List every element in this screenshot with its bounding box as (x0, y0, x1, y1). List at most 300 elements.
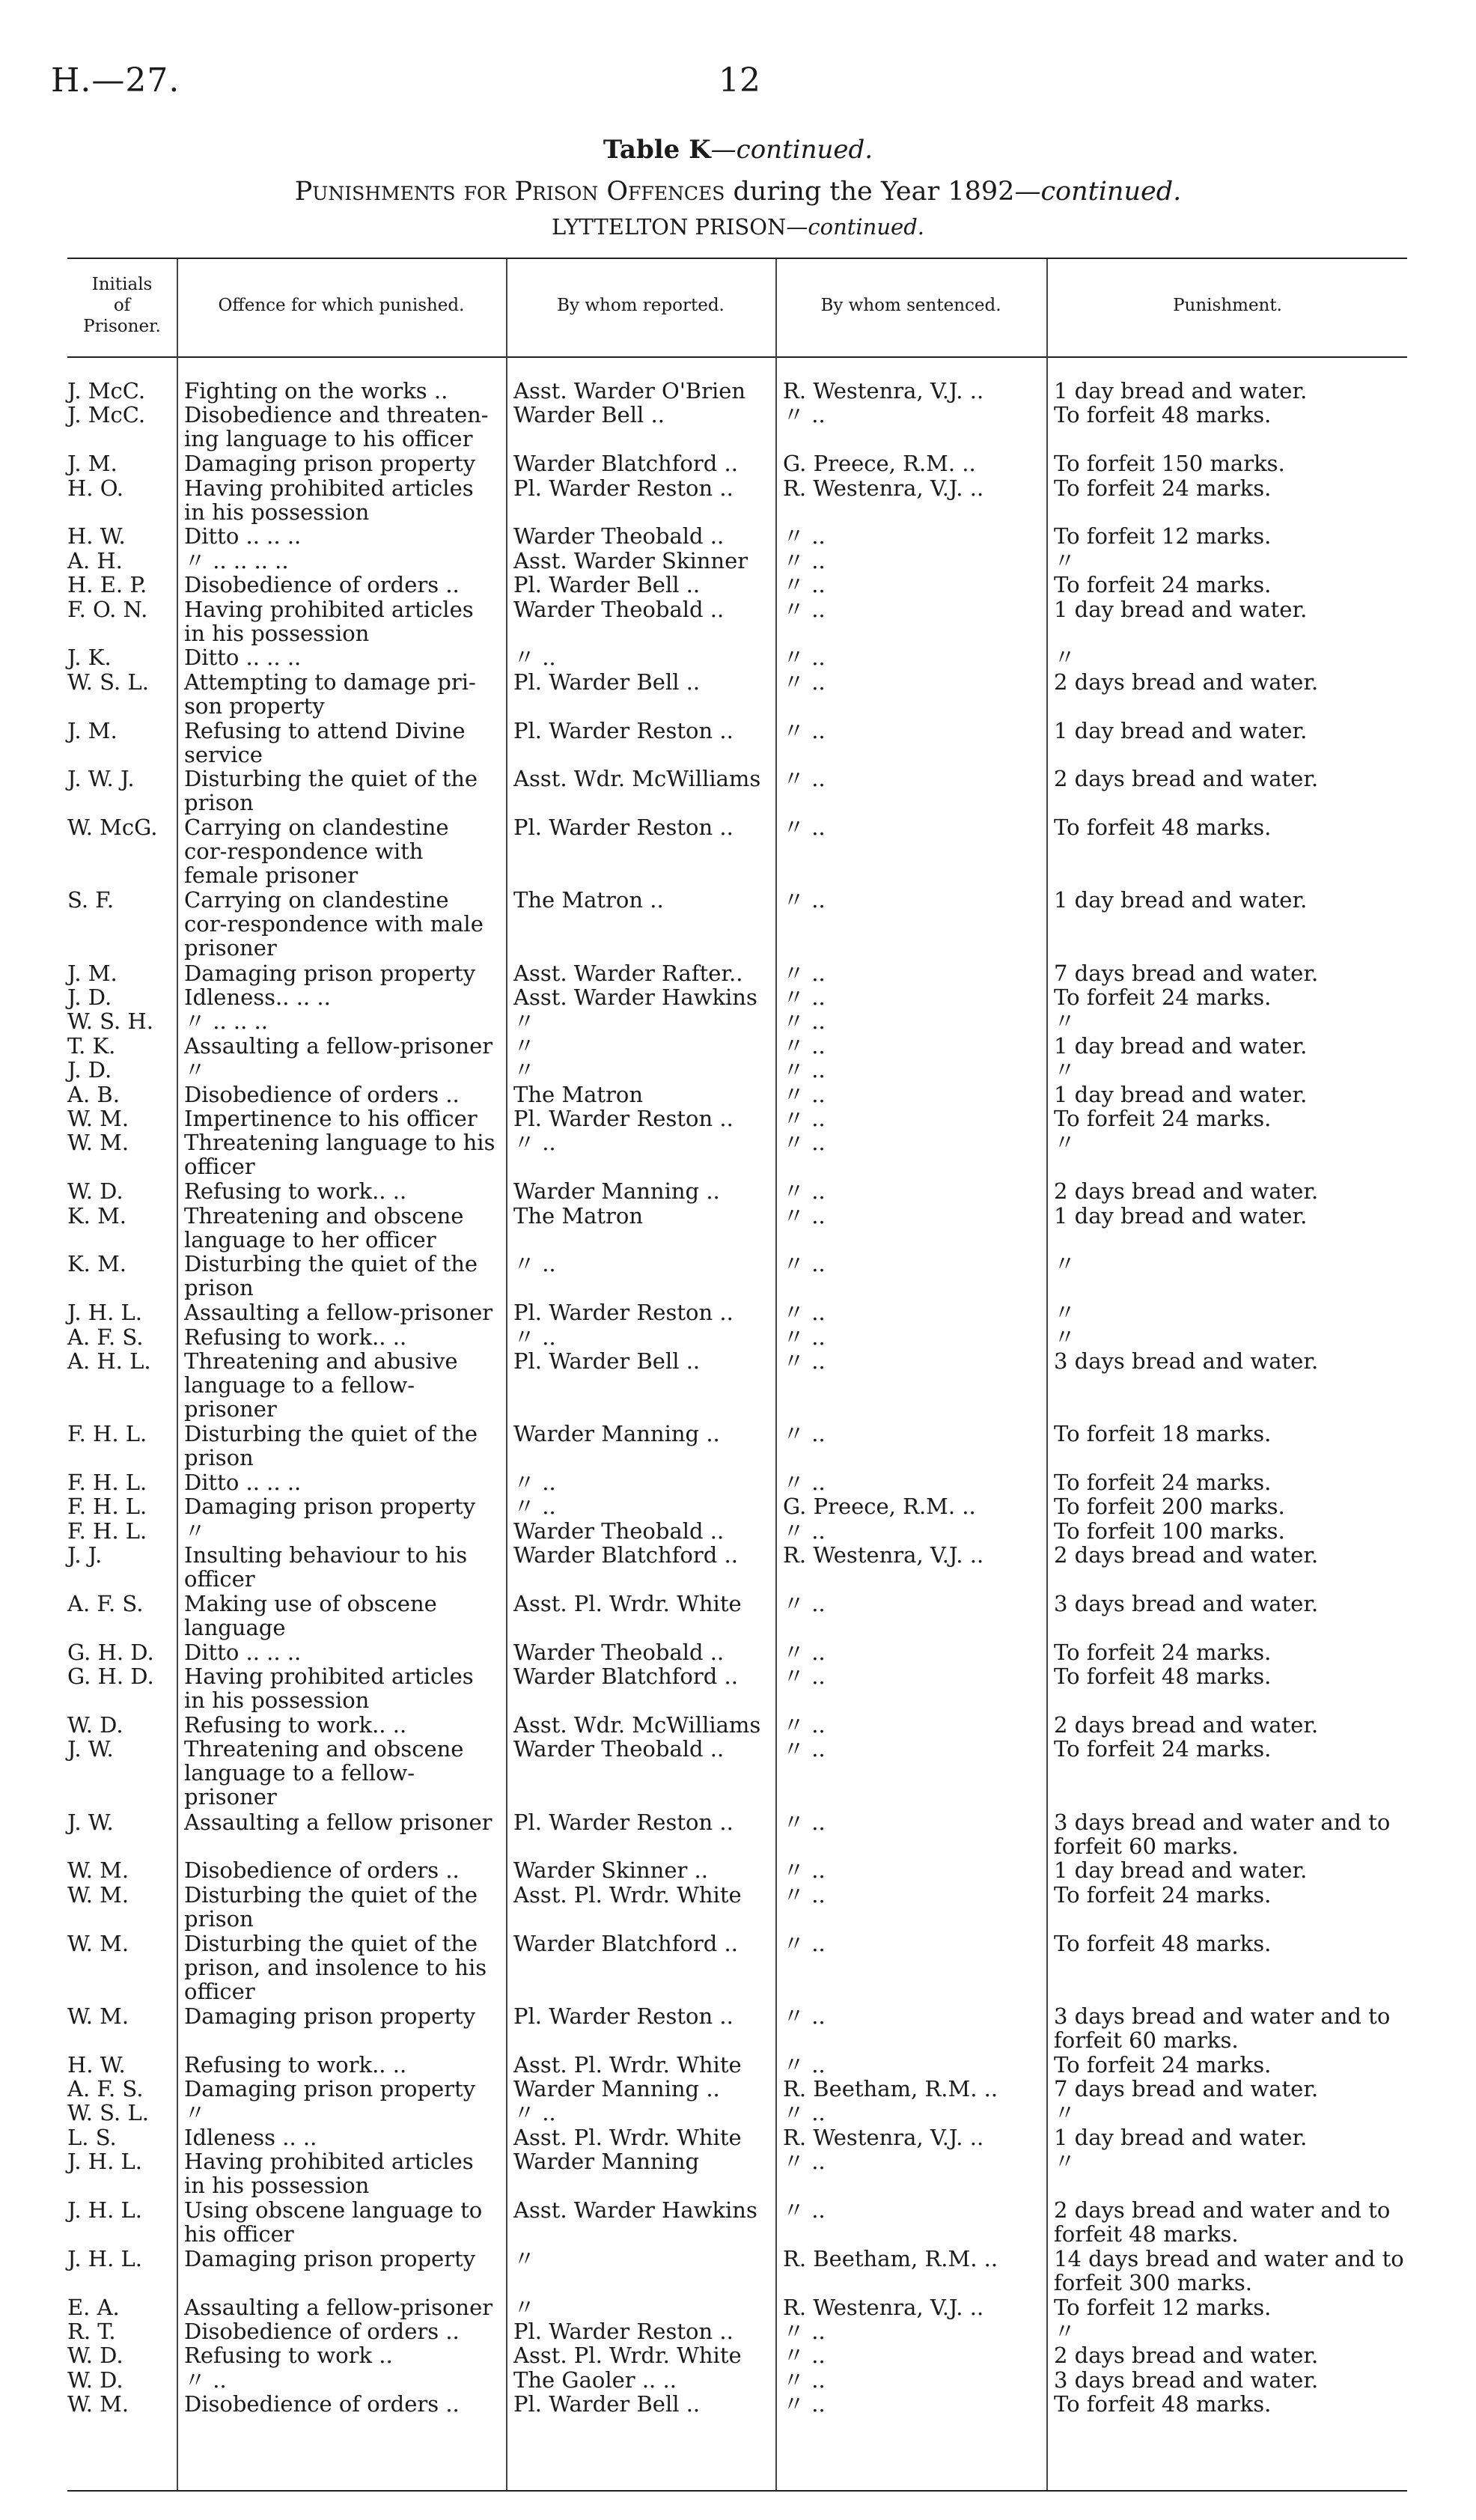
reported-by-cell: The Matron (513, 1081, 644, 1107)
offence-cell: Having prohibited articles in his possession (184, 475, 474, 525)
punishment-cell: To forfeit 18 marks. (1054, 1421, 1272, 1447)
subtitle-middle: during the Year 1892 (725, 177, 1015, 207)
punishment-cell: To forfeit 24 marks. (1054, 1881, 1272, 1908)
header-offence: Offence for which punished. (218, 296, 465, 315)
prisoner-initials: J. W. (67, 1809, 114, 1835)
offence-cell: Making use of obscene language (184, 1591, 437, 1640)
prisoner-initials: E. A. (67, 2294, 120, 2320)
prison-name: LYTTELTON PRISON (552, 214, 787, 240)
punishment-cell: To forfeit 24 marks. (1054, 1106, 1272, 1131)
subtitle-prefix: Punishments for Prison Offences (294, 177, 725, 207)
offence-cell: 〃 .. .. .. .. (184, 547, 289, 573)
punishment-cell: To forfeit 48 marks. (1054, 1664, 1272, 1690)
punishment-cell: 7 days bread and water. (1054, 2076, 1319, 2101)
header-bottom-rule (67, 356, 1407, 358)
sentenced-by-cell: 〃 .. (783, 1324, 826, 1350)
reported-by-cell: 〃 (513, 1008, 536, 1035)
sentenced-by-cell: 〃 .. (783, 2149, 826, 2175)
reported-by-cell: 〃 .. (513, 1251, 556, 1277)
prisoner-initials: W. D. (67, 2343, 123, 2369)
sentenced-by-cell: 〃 .. (783, 547, 826, 573)
offence-cell: Disturbing the quiet of the prison, and insolence to his officer (184, 1930, 487, 2004)
offence-cell: 〃 .. .. .. (184, 1008, 268, 1035)
punishment-cell: 1 day bread and water. (1054, 1857, 1308, 1884)
reported-by-cell: Pl. Warder Reston .. (513, 717, 734, 743)
offence-cell: Carrying on clandestine cor-respondence with female prisoner (184, 815, 449, 889)
reported-by-cell: Warder Manning (513, 2149, 700, 2175)
prisoner-initials: W. S. H. (67, 1008, 153, 1035)
offence-cell: Ditto .. .. .. (184, 523, 302, 550)
punishment-cell: 1 day bread and water. (1054, 887, 1308, 913)
offence-cell: Disobedience and threaten-ing language to his officer (184, 402, 489, 452)
table-title (0, 135, 1476, 165)
sentenced-by-cell: 〃 .. (783, 645, 826, 671)
offence-cell: Refusing to work.. .. (184, 1324, 407, 1350)
prisoner-initials: H. E. P. (67, 572, 147, 598)
prisoner-initials: W. M. (67, 1857, 129, 1884)
sentenced-by-cell: 〃 .. (783, 523, 826, 550)
offence-cell: Assaulting a fellow-prisoner (184, 2294, 493, 2320)
prisoner-initials: W. M. (67, 1106, 129, 1131)
sentenced-by-cell: 〃 .. (783, 2197, 826, 2223)
reported-by-cell: Warder Blatchford .. (513, 1930, 738, 1956)
reported-by-cell: Asst. Warder Hawkins (513, 984, 757, 1010)
sentenced-by-cell: 〃 .. (783, 2343, 826, 2369)
prisoner-initials: H. O. (67, 475, 124, 501)
sentenced-by-cell: 〃 .. (783, 1591, 826, 1616)
subtitle-suffix: —continued. (1014, 177, 1182, 207)
prisoner-initials: G. H. D. (67, 1664, 154, 1690)
punishment-cell: To forfeit 24 marks. (1054, 1736, 1272, 1762)
sentenced-by-cell: 〃 .. (783, 1664, 826, 1690)
sentenced-by-cell: 〃 .. (783, 1300, 826, 1326)
prisoner-initials: R. T. (67, 2319, 116, 2344)
prison-heading (0, 214, 1476, 240)
reported-by-cell: Warder Theobald .. (513, 1518, 725, 1544)
punishment-cell: To forfeit 150 marks. (1054, 451, 1285, 477)
prisoner-initials: T. K. (67, 1032, 116, 1059)
punishment-cell: 1 day bread and water. (1054, 596, 1308, 622)
reported-by-cell: Asst. Wdr. McWilliams (513, 1712, 761, 1738)
punishment-cell: 〃 (1054, 1130, 1076, 1156)
prisoner-initials: A. F. S. (67, 1324, 144, 1350)
offence-cell: Using obscene language to his officer (184, 2197, 483, 2247)
sentenced-by-cell: 〃 .. (783, 1809, 826, 1835)
sentenced-by-cell: 〃 .. (783, 402, 826, 428)
prisoner-initials: W. D. (67, 1712, 123, 1738)
prisoner-initials: W. S. L. (67, 669, 149, 695)
sentenced-by-cell: 〃 .. (783, 1881, 826, 1908)
punishment-cell: 〃 (1054, 1324, 1076, 1350)
column-divider (1046, 259, 1048, 2490)
reported-by-cell: Asst. Pl. Wrdr. White (513, 2124, 742, 2150)
reported-by-cell: Pl. Warder Reston .. (513, 475, 734, 501)
sentenced-by-cell: 〃 .. (783, 717, 826, 743)
punishment-cell: To forfeit 48 marks. (1054, 1930, 1272, 1956)
sentenced-by-cell: 〃 .. (783, 1057, 826, 1083)
prisoner-initials: W. M. (67, 1930, 129, 1956)
reported-by-cell: 〃 .. (513, 2100, 556, 2126)
prisoner-initials: W. M. (67, 1881, 129, 1908)
sentenced-by-cell: 〃 .. (783, 1712, 826, 1738)
prisoner-initials: J. J. (67, 1542, 103, 1568)
punishment-cell: 3 days bread and water. (1054, 2367, 1319, 2393)
prisoner-initials: J. M. (67, 717, 118, 743)
reported-by-cell: Asst. Pl. Wrdr. White (513, 2051, 742, 2078)
prison-suffix: —continued. (786, 214, 924, 240)
reported-by-cell: Warder Theobald .. (513, 596, 725, 622)
punishment-cell: To forfeit 12 marks. (1054, 523, 1272, 550)
sentenced-by-cell: 〃 .. (783, 572, 826, 598)
reported-by-cell: 〃 (513, 1057, 536, 1083)
prisoner-initials: A. B. (67, 1081, 120, 1107)
sentenced-by-cell: 〃 .. (783, 960, 826, 986)
sentenced-by-cell: 〃 .. (783, 1130, 826, 1156)
sentenced-by-cell: R. Beetham, R.M. .. (783, 2076, 998, 2101)
header-initials (69, 274, 175, 337)
sentenced-by-cell: G. Preece, R.M. .. (783, 1494, 976, 1520)
reported-by-cell: Pl. Warder Bell .. (513, 2391, 701, 2417)
prisoner-initials: J. McC. (67, 402, 146, 428)
prisoner-initials: A. F. S. (67, 2076, 144, 2101)
offence-cell: Damaging prison property (184, 2003, 476, 2029)
reported-by-cell: Asst. Wdr. McWilliams (513, 766, 761, 792)
prisoner-initials: J. McC. (67, 378, 146, 404)
sentenced-by-cell: 〃 .. (783, 1470, 826, 1495)
punishment-cell: To forfeit 24 marks. (1054, 1639, 1272, 1665)
offence-cell: Disturbing the quiet of the prison (184, 1881, 478, 1932)
sentenced-by-cell: R. Westenra, V.J. .. (783, 2294, 984, 2320)
punishment-cell: 7 days bread and water. (1054, 960, 1319, 986)
offence-cell: 〃 .. (184, 2367, 227, 2393)
table-title-main: Table K (603, 135, 711, 165)
sentenced-by-cell: 〃 .. (783, 1008, 826, 1035)
reported-by-cell: Warder Skinner .. (513, 1857, 708, 1884)
punishment-cell: 3 days bread and water. (1054, 1348, 1319, 1374)
prisoner-initials: J. M. (67, 451, 118, 477)
prisoner-initials: J. M. (67, 960, 118, 986)
offence-cell: Assaulting a fellow prisoner (184, 1809, 492, 1835)
offence-cell: Having prohibited articles in his possession (184, 2149, 474, 2199)
offence-cell: Idleness.. .. .. (184, 984, 331, 1010)
punishment-cell: 2 days bread and water. (1054, 766, 1319, 792)
column-divider (177, 259, 178, 2490)
punishment-cell: 1 day bread and water. (1054, 1202, 1308, 1229)
reported-by-cell: Asst. Pl. Wrdr. White (513, 1591, 742, 1616)
prisoner-initials: S. F. (67, 887, 115, 913)
reported-by-cell: The Matron .. (513, 887, 664, 913)
reported-by-cell: Warder Blatchford .. (513, 1542, 738, 1568)
punishment-cell: 1 day bread and water. (1054, 2124, 1308, 2150)
punishment-cell: To forfeit 48 marks. (1054, 815, 1272, 841)
offence-cell: Damaging prison property (184, 2245, 476, 2271)
reported-by-cell: 〃 .. (513, 1470, 556, 1495)
offence-cell: Ditto .. .. .. (184, 1639, 302, 1665)
prisoner-initials: K. M. (67, 1251, 127, 1277)
sentenced-by-cell: R. Westenra, V.J. .. (783, 2124, 984, 2150)
reported-by-cell: Warder Theobald .. (513, 1639, 725, 1665)
prisoner-initials: J. H. L. (67, 2149, 143, 2175)
column-divider (506, 259, 507, 2490)
sentenced-by-cell: 〃 .. (783, 1202, 826, 1229)
sentenced-by-cell: 〃 .. (783, 1857, 826, 1884)
prisoner-initials: H. W. (67, 2051, 126, 2078)
reported-by-cell: 〃 .. (513, 1130, 556, 1156)
offence-cell: Having prohibited articles in his possession (184, 1664, 474, 1714)
sentenced-by-cell: R. Westenra, V.J. .. (783, 378, 984, 404)
punishment-cell: To forfeit 24 marks. (1054, 475, 1272, 501)
reported-by-cell: 〃 (513, 1032, 536, 1059)
sentenced-by-cell: 〃 .. (783, 1081, 826, 1107)
prisoner-initials: L. S. (67, 2124, 117, 2150)
sentenced-by-cell: 〃 .. (783, 1421, 826, 1447)
punishment-cell: 14 days bread and water and to forfeit 300 marks. (1054, 2245, 1404, 2295)
prisoner-initials: A. F. S. (67, 1591, 144, 1616)
reported-by-cell: Asst. Warder Skinner (513, 547, 748, 573)
offence-cell: Disobedience of orders .. (184, 572, 460, 598)
reported-by-cell: Warder Blatchford .. (513, 1664, 738, 1690)
offence-cell: Idleness .. .. (184, 2124, 317, 2150)
punishment-cell: 〃 (1054, 1300, 1076, 1326)
offence-cell: Disturbing the quiet of the prison (184, 766, 478, 816)
offence-cell: Refusing to work.. .. (184, 1178, 407, 1205)
sentenced-by-cell: 〃 .. (783, 1178, 826, 1205)
header-initials-line: Initials (91, 275, 153, 294)
punishment-cell: 1 day bread and water. (1054, 378, 1308, 404)
sentenced-by-cell: 〃 .. (783, 984, 826, 1010)
offence-cell: Impertinence to his officer (184, 1106, 478, 1131)
offence-cell: Threatening and obscene language to her officer (184, 1202, 464, 1253)
offence-cell: Disobedience of orders .. (184, 2391, 460, 2417)
offence-cell: Disturbing the quiet of the prison (184, 1251, 478, 1301)
reported-by-cell: 〃 .. (513, 645, 556, 671)
reported-by-cell: 〃 (513, 2294, 536, 2320)
prisoner-initials: W. S. L. (67, 2100, 149, 2126)
prisoner-initials: J. H. L. (67, 1300, 143, 1326)
prisoner-initials: W. McG. (67, 815, 158, 841)
punishment-cell: 3 days bread and water and to forfeit 60 marks. (1054, 1809, 1391, 1859)
punishment-cell: To forfeit 48 marks. (1054, 402, 1272, 428)
sentenced-by-cell: 〃 .. (783, 887, 826, 913)
table-title-sub: —continued. (710, 135, 873, 165)
table-bottom-rule (67, 2490, 1407, 2492)
offence-cell: Threatening and obscene language to a fellow-prisoner (184, 1736, 464, 1810)
prisoner-initials: F. H. L. (67, 1518, 147, 1544)
reported-by-cell: Asst. Pl. Wrdr. White (513, 2343, 742, 2369)
punishment-cell: 3 days bread and water and to forfeit 60 marks. (1054, 2003, 1391, 2053)
prisoner-initials: J. H. L. (67, 2245, 143, 2271)
prisoner-initials: J. D. (67, 1057, 112, 1083)
reported-by-cell: Pl. Warder Reston .. (513, 1106, 734, 1131)
offence-cell: Fighting on the works .. (184, 378, 448, 404)
reported-by-cell: Pl. Warder Reston .. (513, 2003, 734, 2029)
punishment-cell: 〃 (1054, 547, 1076, 573)
sentenced-by-cell: R. Westenra, V.J. .. (783, 1542, 984, 1568)
header-initials-line: of (113, 296, 131, 315)
sentenced-by-cell: 〃 .. (783, 2367, 826, 2393)
offence-cell: Refusing to attend Divine service (184, 717, 466, 767)
punishment-cell: 2 days bread and water. (1054, 669, 1319, 695)
punishment-cell: 〃 (1054, 1057, 1076, 1083)
prisoner-initials: F. H. L. (67, 1494, 147, 1520)
offence-cell: 〃 (184, 1518, 207, 1544)
reported-by-cell: Pl. Warder Bell .. (513, 669, 701, 695)
offence-cell: Refusing to work.. .. (184, 1712, 407, 1738)
header-sentenced: By whom sentenced. (820, 296, 1001, 315)
prisoner-initials: W. D. (67, 2367, 123, 2393)
offence-cell: Refusing to work.. .. (184, 2051, 407, 2078)
prisoner-initials: W. D. (67, 1178, 123, 1205)
header-punishment: Punishment. (1173, 296, 1282, 315)
reported-by-cell: Warder Theobald .. (513, 523, 725, 550)
reported-by-cell: Asst. Warder Rafter.. (513, 960, 743, 986)
sentenced-by-cell: 〃 .. (783, 2319, 826, 2344)
sentenced-by-cell: 〃 .. (783, 2003, 826, 2029)
offence-cell: Assaulting a fellow-prisoner (184, 1032, 493, 1059)
offence-cell: Carrying on clandestine cor-respondence with male prisoner (184, 887, 484, 961)
prisoner-initials: G. H. D. (67, 1639, 154, 1665)
prisoner-initials: A. H. L. (67, 1348, 151, 1374)
prisoner-initials: H. W. (67, 523, 126, 550)
prisoner-initials: F. H. L. (67, 1421, 147, 1447)
offence-cell: Disturbing the quiet of the prison (184, 1421, 478, 1471)
offence-cell: Disobedience of orders .. (184, 2319, 460, 2344)
reported-by-cell: 〃 .. (513, 1324, 556, 1350)
prisoner-initials: W. M. (67, 2391, 129, 2417)
offence-cell: Damaging prison property (184, 960, 476, 986)
reported-by-cell: Pl. Warder Bell .. (513, 1348, 701, 1374)
prisoner-initials: W. M. (67, 1130, 129, 1156)
reported-by-cell: Pl. Warder Reston .. (513, 1300, 734, 1326)
sentenced-by-cell: R. Beetham, R.M. .. (783, 2245, 998, 2271)
header-reported: By whom reported. (557, 296, 725, 315)
punishment-cell: To forfeit 24 marks. (1054, 2051, 1272, 2078)
prisoner-initials: A. H. (67, 547, 123, 573)
reported-by-cell: Pl. Warder Reston .. (513, 815, 734, 841)
offence-cell: Damaging prison property (184, 451, 476, 477)
reported-by-cell: Warder Manning .. (513, 2076, 720, 2101)
sentenced-by-cell: G. Preece, R.M. .. (783, 451, 976, 477)
reported-by-cell: The Gaoler .. .. (513, 2367, 677, 2393)
column-divider (775, 259, 777, 2490)
punishment-cell: 1 day bread and water. (1054, 1032, 1308, 1059)
table-subtitle (0, 177, 1476, 207)
punishment-cell: To forfeit 12 marks. (1054, 2294, 1272, 2320)
reported-by-cell: 〃 .. (513, 1494, 556, 1520)
prisoner-initials: J. D. (67, 984, 112, 1010)
offence-cell: Disobedience of orders .. (184, 1081, 460, 1107)
offence-cell: 〃 (184, 2100, 207, 2126)
punishment-cell: 1 day bread and water. (1054, 717, 1308, 743)
prisoner-initials: J. H. L. (67, 2197, 143, 2223)
prisoner-initials: F. O. N. (67, 596, 148, 622)
punishment-cell: To forfeit 24 marks. (1054, 1470, 1272, 1495)
offence-cell: Insulting behaviour to his officer (184, 1542, 468, 1592)
sentenced-by-cell: 〃 .. (783, 1639, 826, 1665)
reported-by-cell: Pl. Warder Bell .. (513, 572, 701, 598)
punishment-cell: 〃 (1054, 1008, 1076, 1035)
punishment-cell: 〃 (1054, 2319, 1076, 2344)
prisoner-initials: J. W. (67, 1736, 114, 1762)
sentenced-by-cell: 〃 .. (783, 1348, 826, 1374)
offence-cell: Assaulting a fellow-prisoner (184, 1300, 493, 1326)
offence-cell: 〃 (184, 1057, 207, 1083)
table-top-rule (67, 258, 1407, 259)
sentenced-by-cell: 〃 .. (783, 1032, 826, 1059)
punishment-cell: 2 days bread and water and to forfeit 48 marks. (1054, 2197, 1391, 2247)
sentenced-by-cell: 〃 .. (783, 2051, 826, 2078)
reported-by-cell: The Matron (513, 1202, 644, 1229)
reported-by-cell: 〃 (513, 2245, 536, 2271)
header-initials-line: Prisoner. (83, 317, 161, 336)
sentenced-by-cell: 〃 .. (783, 1518, 826, 1544)
punishment-cell: 1 day bread and water. (1054, 1081, 1308, 1107)
sentenced-by-cell: R. Westenra, V.J. .. (783, 475, 984, 501)
reported-by-cell: Asst. Warder O'Brien (513, 378, 746, 404)
reported-by-cell: Pl. Warder Reston .. (513, 2319, 734, 2344)
offence-cell: Disobedience of orders .. (184, 1857, 460, 1884)
offence-cell: Having prohibited articles in his possession (184, 596, 474, 646)
prisoner-initials: W. M. (67, 2003, 129, 2029)
offence-cell: Ditto .. .. .. (184, 1470, 302, 1495)
punishment-cell: To forfeit 24 marks. (1054, 984, 1272, 1010)
punishment-cell: 〃 (1054, 1251, 1076, 1277)
page-reference: H.—27. (51, 61, 180, 100)
reported-by-cell: Asst. Warder Hawkins (513, 2197, 757, 2223)
prisoner-initials: K. M. (67, 1202, 127, 1229)
sentenced-by-cell: 〃 .. (783, 1736, 826, 1762)
punishment-cell: To forfeit 100 marks. (1054, 1518, 1285, 1544)
offence-cell: Attempting to damage pri-son property (184, 669, 476, 719)
reported-by-cell: Warder Blatchford .. (513, 451, 738, 477)
punishment-cell: 3 days bread and water. (1054, 1591, 1319, 1616)
punishment-cell: 〃 (1054, 2100, 1076, 2126)
punishment-cell: 2 days bread and water. (1054, 2343, 1319, 2369)
reported-by-cell: Asst. Pl. Wrdr. White (513, 1881, 742, 1908)
punishment-cell: 2 days bread and water. (1054, 1542, 1319, 1568)
reported-by-cell: Warder Manning .. (513, 1178, 720, 1205)
offence-cell: Damaging prison property (184, 1494, 476, 1520)
sentenced-by-cell: 〃 .. (783, 815, 826, 841)
sentenced-by-cell: 〃 .. (783, 1251, 826, 1277)
punishment-cell: 〃 (1054, 2149, 1076, 2175)
punishment-cell: To forfeit 200 marks. (1054, 1494, 1285, 1520)
sentenced-by-cell: 〃 .. (783, 2100, 826, 2126)
sentenced-by-cell: 〃 .. (783, 1930, 826, 1956)
punishment-cell: To forfeit 24 marks. (1054, 572, 1272, 598)
sentenced-by-cell: 〃 .. (783, 1106, 826, 1131)
reported-by-cell: Warder Manning .. (513, 1421, 720, 1447)
offence-cell: Threatening language to his officer (184, 1130, 495, 1180)
prisoner-initials: J. K. (67, 645, 112, 671)
punishment-cell: 2 days bread and water. (1054, 1178, 1319, 1205)
sentenced-by-cell: 〃 .. (783, 596, 826, 622)
punishment-cell: 〃 (1054, 645, 1076, 671)
sentenced-by-cell: 〃 .. (783, 669, 826, 695)
prisoner-initials: F. H. L. (67, 1470, 147, 1495)
reported-by-cell: Warder Bell .. (513, 402, 665, 428)
reported-by-cell: Warder Theobald .. (513, 1736, 725, 1762)
offence-cell: Refusing to work .. (184, 2343, 393, 2369)
offence-cell: Threatening and abusive language to a fellow-prisoner (184, 1348, 458, 1422)
sentenced-by-cell: 〃 .. (783, 766, 826, 792)
offence-cell: Damaging prison property (184, 2076, 476, 2101)
punishment-cell: 2 days bread and water. (1054, 1712, 1319, 1738)
reported-by-cell: Pl. Warder Reston .. (513, 1809, 734, 1835)
sentenced-by-cell: 〃 .. (783, 2391, 826, 2417)
punishment-cell: To forfeit 48 marks. (1054, 2391, 1272, 2417)
page-number: 12 (719, 61, 760, 100)
